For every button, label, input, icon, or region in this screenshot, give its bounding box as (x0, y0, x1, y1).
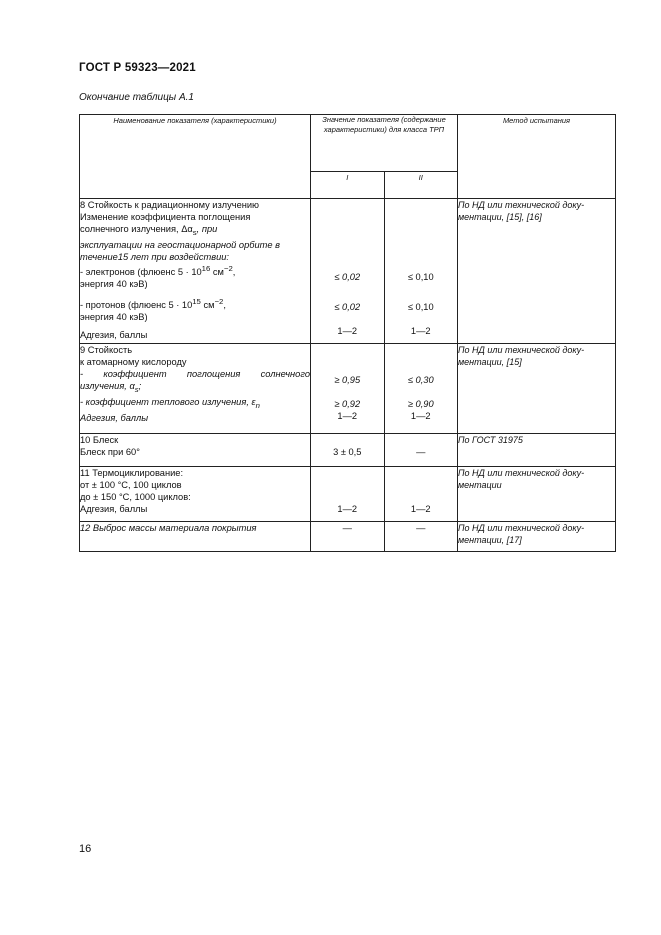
row-9-class-1: ≥ 0,95 ≥ 0,92 1—2 (311, 344, 385, 434)
row-8-class-2: ≤ 0,10 ≤ 0,10 1—2 (384, 199, 458, 344)
row-8-name: 8 Стойкость к радиационному излучению Изменение коэффициента поглощения солнечного излучения, $\Delta\alpha_s$, при эксплуатации на геостационарной орбите в течение15 лет при воздействии: - электронов (флюенс $5 \cdot 10^{16}$ $см^{-2}$, энергия 40 кэВ) - протонов (флюенс $5 \cdot 10^{15}$ $см^{-2}$, энергия 40 кэВ) Адгезия, баллы (80, 199, 311, 344)
row-12-class-1: — (311, 522, 385, 552)
table-row (80, 434, 616, 467)
row-11-class-2: 1—2 (384, 467, 458, 522)
properties-table (79, 114, 616, 552)
table-row (80, 522, 616, 552)
column-header-values: Значение показателя (содержание характеристики) для класса ТРП (311, 115, 458, 172)
table-caption: Окончание таблицы А.1 (79, 92, 194, 103)
row-9-name: 9 Стойкость к атомарному кислороду - коэффициент поглощения солнечного излучения, $\alpha_s$; - коэффициент теплового излучения, $\varepsilon_n$ Адгезия, баллы (80, 344, 311, 434)
row-12-class-2: — (384, 522, 458, 552)
column-header-class-1: I (311, 172, 385, 199)
row-9-class-2: ≤ 0,30 ≥ 0,90 1—2 (384, 344, 458, 434)
row-11-method: По НД или технической доку- ментации (458, 467, 616, 522)
row-12-method: По НД или технической доку- ментации, [17] (458, 522, 616, 552)
page-number: 16 (79, 843, 92, 855)
table-row (80, 199, 616, 344)
row-10-name: 10 Блеск Блеск при 60° (80, 434, 311, 467)
column-header-name: Наименование показателя (характеристики) (80, 115, 311, 199)
column-header-class-2: II (384, 172, 458, 199)
row-10-class-2: — (384, 434, 458, 467)
table-row (80, 467, 616, 522)
row-11-class-1: 1—2 (311, 467, 385, 522)
document-header-title: ГОСТ Р 59323—2021 (79, 62, 196, 74)
row-9-method: По НД или технической доку- ментации, [15] (458, 344, 616, 434)
row-8-class-1: ≤ 0,02 ≤ 0,02 1—2 (311, 199, 385, 344)
row-12-name: 12 Выброс массы материала покрытия (80, 522, 311, 552)
column-header-method: Метод испытания (458, 115, 616, 199)
row-10-class-1: 3 ± 0,5 (311, 434, 385, 467)
row-11-name: 11 Термоциклирование: от ± 100 °С, 100 циклов до ± 150 °С, 1000 циклов: Адгезия, баллы (80, 467, 311, 522)
row-10-method: По ГОСТ 31975 (458, 434, 616, 467)
table-row (80, 344, 616, 434)
table-header-row (80, 115, 616, 172)
row-8-method: По НД или технической доку- ментации, [15], [16] (458, 199, 616, 344)
